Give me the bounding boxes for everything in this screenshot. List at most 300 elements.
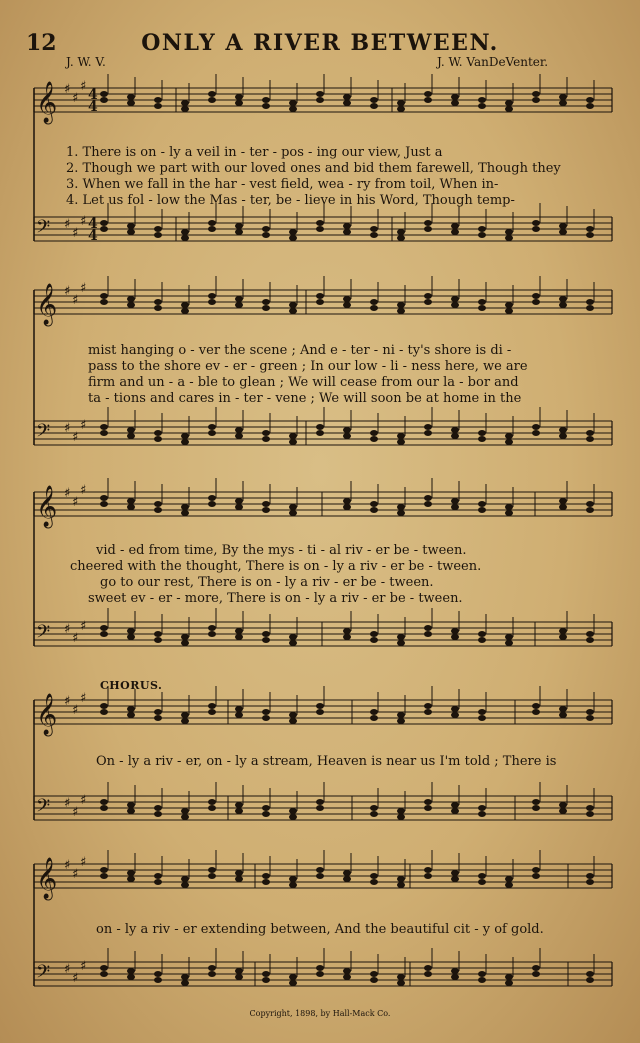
note-head xyxy=(559,223,567,229)
note-head xyxy=(451,706,459,712)
note-head xyxy=(478,715,486,721)
note-head xyxy=(586,436,594,442)
note-head xyxy=(478,501,486,507)
note-head xyxy=(586,501,594,507)
note-head xyxy=(397,302,405,308)
note-head xyxy=(505,229,513,235)
sharp-icon: ♯ xyxy=(72,495,79,510)
note-head xyxy=(289,712,297,718)
note-head xyxy=(316,97,324,103)
note-head xyxy=(505,510,513,516)
note-head xyxy=(397,235,405,241)
sharp-icon: ♯ xyxy=(72,805,79,820)
note-head xyxy=(559,712,567,718)
note-head xyxy=(154,97,162,103)
note-head xyxy=(208,226,216,232)
note-head xyxy=(235,433,243,439)
note-head xyxy=(505,302,513,308)
note-head xyxy=(451,223,459,229)
note-head xyxy=(154,811,162,817)
note-head xyxy=(154,103,162,109)
note-head xyxy=(370,507,378,513)
note-head xyxy=(370,226,378,232)
note-head xyxy=(154,977,162,983)
note-head xyxy=(127,802,135,808)
note-head xyxy=(181,876,189,882)
note-head xyxy=(343,876,351,882)
note-head xyxy=(370,430,378,436)
note-head xyxy=(586,97,594,103)
note-head xyxy=(262,879,270,885)
note-head xyxy=(316,965,324,971)
note-head xyxy=(451,433,459,439)
note-head xyxy=(154,637,162,643)
sharp-icon: ♯ xyxy=(64,858,71,873)
note-head xyxy=(370,637,378,643)
note-head xyxy=(424,799,432,805)
note-head xyxy=(586,299,594,305)
note-head xyxy=(397,439,405,445)
verse-3-line-1: 3. When we fall in the har - vest field, wea - ry from toil, When in- xyxy=(66,177,499,192)
note-head xyxy=(154,226,162,232)
note-head xyxy=(154,879,162,885)
note-head xyxy=(235,302,243,308)
note-head xyxy=(208,501,216,507)
note-head xyxy=(586,631,594,637)
note-head xyxy=(343,974,351,980)
note-head xyxy=(451,94,459,100)
note-head xyxy=(505,640,513,646)
note-head xyxy=(262,226,270,232)
page-number: 12 xyxy=(26,30,57,56)
note-head xyxy=(370,103,378,109)
sharp-icon: ♯ xyxy=(80,214,87,229)
note-head xyxy=(370,715,378,721)
note-head xyxy=(478,977,486,983)
note-head xyxy=(316,867,324,873)
note-head xyxy=(181,882,189,888)
note-head xyxy=(181,980,189,986)
note-head xyxy=(370,879,378,885)
note-head xyxy=(181,974,189,980)
note-head xyxy=(505,634,513,640)
note-head xyxy=(424,971,432,977)
note-head xyxy=(100,867,108,873)
note-head xyxy=(451,974,459,980)
note-head xyxy=(451,876,459,882)
sharp-icon: ♯ xyxy=(80,483,87,498)
note-head xyxy=(208,424,216,430)
note-head xyxy=(505,100,513,106)
note-head xyxy=(478,430,486,436)
note-head xyxy=(586,430,594,436)
note-head xyxy=(424,293,432,299)
note-head xyxy=(370,631,378,637)
note-head xyxy=(181,308,189,314)
note-head xyxy=(100,424,108,430)
note-head xyxy=(505,433,513,439)
treble-clef-icon: 𝄞 xyxy=(36,858,58,899)
note-head xyxy=(370,811,378,817)
note-head xyxy=(127,634,135,640)
note-head xyxy=(424,867,432,873)
note-head xyxy=(181,235,189,241)
note-head xyxy=(127,504,135,510)
note-head xyxy=(424,965,432,971)
note-head xyxy=(397,634,405,640)
note-head xyxy=(208,293,216,299)
sharp-icon: ♯ xyxy=(64,486,71,501)
note-head xyxy=(505,980,513,986)
note-head xyxy=(262,637,270,643)
note-head xyxy=(127,628,135,634)
note-head xyxy=(478,103,486,109)
verse-4-line-3: sweet ev - er - more, There is on - ly a riv - er be - tween. xyxy=(88,591,463,606)
sharp-icon: ♯ xyxy=(72,631,79,646)
note-head xyxy=(397,808,405,814)
note-head xyxy=(100,625,108,631)
note-head xyxy=(289,718,297,724)
note-head xyxy=(235,706,243,712)
note-head xyxy=(289,439,297,445)
sharp-icon: ♯ xyxy=(80,793,87,808)
note-head xyxy=(316,91,324,97)
note-head xyxy=(262,715,270,721)
note-head xyxy=(154,715,162,721)
note-head xyxy=(289,808,297,814)
note-head xyxy=(397,974,405,980)
note-head xyxy=(127,223,135,229)
note-head xyxy=(235,876,243,882)
note-head xyxy=(370,971,378,977)
note-head xyxy=(208,97,216,103)
note-head xyxy=(532,703,540,709)
note-head xyxy=(451,302,459,308)
note-head xyxy=(235,634,243,640)
note-head xyxy=(424,97,432,103)
note-head xyxy=(586,977,594,983)
sharp-icon: ♯ xyxy=(72,971,79,986)
note-head xyxy=(343,296,351,302)
note-head xyxy=(262,977,270,983)
note-head xyxy=(235,229,243,235)
note-head xyxy=(532,424,540,430)
note-head xyxy=(370,805,378,811)
note-head xyxy=(370,873,378,879)
note-head xyxy=(235,802,243,808)
bass-clef-icon: 𝄢 xyxy=(36,962,51,987)
note-head xyxy=(370,97,378,103)
note-head xyxy=(235,223,243,229)
chorus-line-1: On - ly a riv - er, on - ly a stream, Heaven is near us I'm told ; There is xyxy=(96,754,557,769)
note-head xyxy=(478,436,486,442)
note-head xyxy=(181,808,189,814)
note-head xyxy=(532,226,540,232)
note-head xyxy=(559,296,567,302)
note-head xyxy=(586,709,594,715)
sharp-icon: ♯ xyxy=(80,281,87,296)
note-head xyxy=(397,308,405,314)
copyright-notice: Copyright, 1898, by Hall-Mack Co. xyxy=(249,1009,391,1018)
note-head xyxy=(343,634,351,640)
note-head xyxy=(559,504,567,510)
note-head xyxy=(208,625,216,631)
note-head xyxy=(370,709,378,715)
note-head xyxy=(478,631,486,637)
note-head xyxy=(532,220,540,226)
note-head xyxy=(181,433,189,439)
note-head xyxy=(208,873,216,879)
note-head xyxy=(100,97,108,103)
note-head xyxy=(100,703,108,709)
note-head xyxy=(451,634,459,640)
note-head xyxy=(586,715,594,721)
note-head xyxy=(316,424,324,430)
note-head xyxy=(289,634,297,640)
note-head xyxy=(559,628,567,634)
note-head xyxy=(559,433,567,439)
verse-1-line-1: 1. There is on - ly a veil in - ter - pos - ing our view, Just a xyxy=(66,145,443,160)
sharp-icon: ♯ xyxy=(72,91,79,106)
note-head xyxy=(370,232,378,238)
note-head xyxy=(235,968,243,974)
note-head xyxy=(289,882,297,888)
note-head xyxy=(127,94,135,100)
note-head xyxy=(316,709,324,715)
note-head xyxy=(316,805,324,811)
note-head xyxy=(316,220,324,226)
note-head xyxy=(154,805,162,811)
note-head xyxy=(262,501,270,507)
note-head xyxy=(262,430,270,436)
note-head xyxy=(424,424,432,430)
note-head xyxy=(235,498,243,504)
note-head xyxy=(154,709,162,715)
note-head xyxy=(397,876,405,882)
note-head xyxy=(451,498,459,504)
note-head xyxy=(451,427,459,433)
note-head xyxy=(127,808,135,814)
note-head xyxy=(208,430,216,436)
note-head xyxy=(127,296,135,302)
verse-1-line-3: vid - ed from time, By the mys - ti - al riv - er be - tween. xyxy=(96,543,467,558)
note-head xyxy=(559,706,567,712)
composer-credit: J. W. VanDeVenter. xyxy=(437,55,549,69)
note-head xyxy=(478,805,486,811)
note-head xyxy=(478,299,486,305)
note-head xyxy=(397,100,405,106)
sharp-icon: ♯ xyxy=(72,703,79,718)
note-head xyxy=(424,495,432,501)
note-head xyxy=(343,100,351,106)
note-head xyxy=(100,495,108,501)
note-head xyxy=(100,430,108,436)
note-head xyxy=(397,712,405,718)
hymn-title: ONLY A RIVER BETWEEN. xyxy=(141,30,499,56)
note-head xyxy=(154,232,162,238)
note-head xyxy=(478,97,486,103)
note-head xyxy=(100,805,108,811)
note-head xyxy=(505,235,513,241)
note-head xyxy=(424,873,432,879)
verse-2-line-3: cheered with the thought, There is on - ly a riv - er be - tween. xyxy=(70,559,482,574)
note-head xyxy=(100,299,108,305)
note-head xyxy=(586,971,594,977)
note-head xyxy=(181,718,189,724)
note-head xyxy=(127,433,135,439)
note-head xyxy=(505,876,513,882)
note-head xyxy=(505,504,513,510)
note-head xyxy=(289,433,297,439)
note-head xyxy=(586,873,594,879)
note-head xyxy=(397,980,405,986)
note-head xyxy=(424,430,432,436)
sharp-icon: ♯ xyxy=(64,284,71,299)
note-head xyxy=(316,873,324,879)
note-head xyxy=(181,229,189,235)
note-head xyxy=(559,634,567,640)
note-head xyxy=(154,501,162,507)
note-head xyxy=(208,495,216,501)
note-head xyxy=(559,94,567,100)
note-head xyxy=(100,220,108,226)
time-signature: 4 xyxy=(88,216,98,232)
verse-2-line-1: 2. Though we part with our loved ones and bid them farewell, Though they xyxy=(66,161,561,176)
note-head xyxy=(262,232,270,238)
note-head xyxy=(343,504,351,510)
note-head xyxy=(316,703,324,709)
sharp-icon: ♯ xyxy=(80,855,87,870)
note-head xyxy=(100,709,108,715)
sharp-icon: ♯ xyxy=(64,622,71,637)
sharp-icon: ♯ xyxy=(80,418,87,433)
note-head xyxy=(235,100,243,106)
note-head xyxy=(289,640,297,646)
note-head xyxy=(478,709,486,715)
note-head xyxy=(208,805,216,811)
note-head xyxy=(586,226,594,232)
note-head xyxy=(478,811,486,817)
note-head xyxy=(478,873,486,879)
note-head xyxy=(343,229,351,235)
note-head xyxy=(559,808,567,814)
note-head xyxy=(532,709,540,715)
note-head xyxy=(559,498,567,504)
note-head xyxy=(397,882,405,888)
note-head xyxy=(262,305,270,311)
note-head xyxy=(505,439,513,445)
note-head xyxy=(451,504,459,510)
note-head xyxy=(586,637,594,643)
note-head xyxy=(451,870,459,876)
note-head xyxy=(262,299,270,305)
note-head xyxy=(370,299,378,305)
note-head xyxy=(397,106,405,112)
note-head xyxy=(397,510,405,516)
note-head xyxy=(208,971,216,977)
note-head xyxy=(397,718,405,724)
note-head xyxy=(343,94,351,100)
note-head xyxy=(127,302,135,308)
note-head xyxy=(127,427,135,433)
note-head xyxy=(262,631,270,637)
note-head xyxy=(397,814,405,820)
note-head xyxy=(235,427,243,433)
note-head xyxy=(532,799,540,805)
note-head xyxy=(559,427,567,433)
note-head xyxy=(208,703,216,709)
note-head xyxy=(559,302,567,308)
note-head xyxy=(127,968,135,974)
note-head xyxy=(559,100,567,106)
note-head xyxy=(532,873,540,879)
note-head xyxy=(451,802,459,808)
sharp-icon: ♯ xyxy=(64,421,71,436)
note-head xyxy=(586,811,594,817)
note-head xyxy=(424,703,432,709)
note-head xyxy=(235,504,243,510)
note-head xyxy=(343,427,351,433)
note-head xyxy=(289,229,297,235)
note-head xyxy=(262,873,270,879)
note-head xyxy=(181,634,189,640)
note-head xyxy=(586,305,594,311)
note-head xyxy=(262,436,270,442)
note-head xyxy=(451,628,459,634)
note-head xyxy=(181,712,189,718)
time-signature: 4 xyxy=(88,87,98,103)
note-head xyxy=(478,971,486,977)
note-head xyxy=(208,799,216,805)
note-head xyxy=(235,974,243,980)
note-head xyxy=(154,631,162,637)
verse-4-line-2: ta - tions and cares in - ter - vene ; We will soon be at home in the xyxy=(88,391,522,406)
note-head xyxy=(289,100,297,106)
note-head xyxy=(532,430,540,436)
note-head xyxy=(586,507,594,513)
note-head xyxy=(127,498,135,504)
note-head xyxy=(289,106,297,112)
bass-clef-icon: 𝄢 xyxy=(36,421,51,446)
note-head xyxy=(208,91,216,97)
note-head xyxy=(451,229,459,235)
note-head xyxy=(100,91,108,97)
note-head xyxy=(424,625,432,631)
chorus-line-2: on - ly a riv - er extending between, And the beautiful cit - y of gold. xyxy=(96,922,544,937)
note-head xyxy=(586,103,594,109)
note-head xyxy=(343,870,351,876)
note-head xyxy=(289,980,297,986)
note-head xyxy=(235,712,243,718)
note-head xyxy=(505,308,513,314)
note-head xyxy=(100,965,108,971)
note-head xyxy=(262,971,270,977)
note-head xyxy=(262,805,270,811)
note-head xyxy=(478,226,486,232)
note-head xyxy=(370,501,378,507)
note-head xyxy=(289,974,297,980)
sharp-icon: ♯ xyxy=(80,79,87,94)
bass-clef-icon: 𝄢 xyxy=(36,622,51,647)
note-head xyxy=(127,974,135,980)
note-head xyxy=(262,97,270,103)
sharp-icon: ♯ xyxy=(80,959,87,974)
note-head xyxy=(181,439,189,445)
note-head xyxy=(289,510,297,516)
note-head xyxy=(235,94,243,100)
note-head xyxy=(316,299,324,305)
note-head xyxy=(505,974,513,980)
